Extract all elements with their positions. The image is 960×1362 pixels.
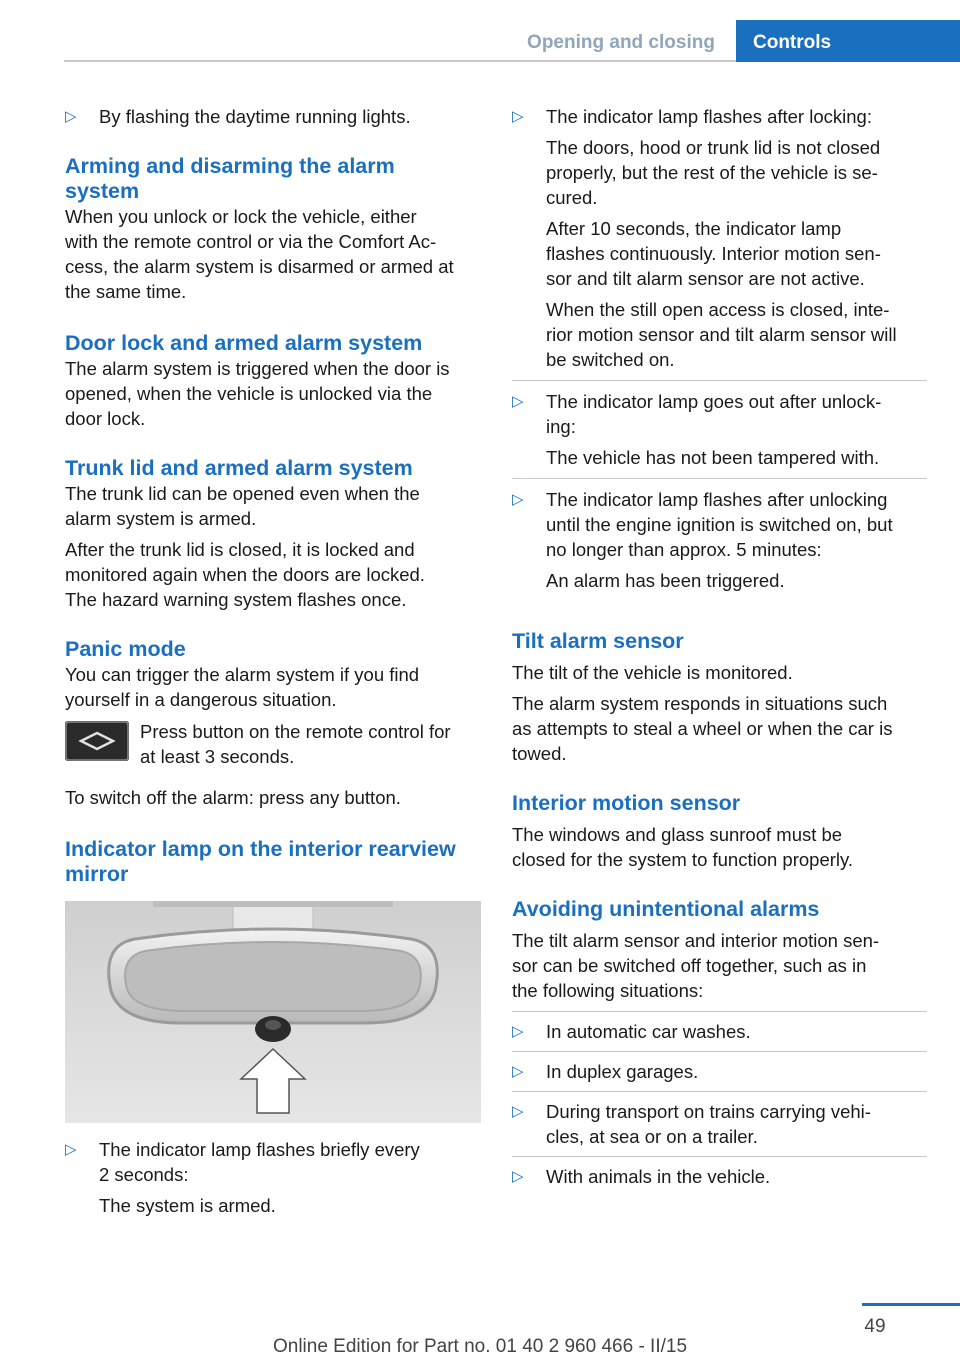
paragraph-trunk-1: The trunk lid can be opened even when the alarm system is armed. (65, 483, 420, 529)
triangle-right-icon: ▷ (65, 1141, 77, 1158)
page-number: 49 (864, 1316, 886, 1337)
heading-trunk-lid: Trunk lid and armed alarm system (65, 456, 413, 480)
list-item: ▷ In automatic car washes. (512, 1021, 751, 1042)
triangle-right-icon: ▷ (512, 393, 524, 410)
paragraph-arming: When you unlock or lock the vehicle, either with the remote control or via the Comfort Ac- cess, the alarm system is disarmed or armed at the same time. (65, 206, 454, 302)
triangle-right-icon: ▷ (512, 1103, 524, 1120)
triangle-right-icon: ▷ (512, 491, 524, 508)
bullet-subtext: The system is armed. (99, 1195, 276, 1216)
triangle-right-icon: ▷ (512, 1023, 524, 1040)
heading-arming: Arming and disarming the alarm system (65, 154, 395, 203)
bullet-subtext: When the still open access is closed, inte- rior motion sensor and tilt alarm sensor will be switched on. (546, 299, 897, 370)
rearview-mirror-image (65, 901, 481, 1123)
list-item: ▷ With animals in the vehicle. (512, 1166, 771, 1187)
paragraph-trunk-2: After the trunk lid is closed, it is locked and monitored again when the doors are locked. The hazard warning system flashes once. (65, 539, 425, 610)
bullet-item: ▷ The indicator lamp flashes briefly every 2 seconds: (65, 1139, 420, 1185)
paragraph-door-lock: The alarm system is triggered when the door is opened, when the vehicle is unlocked via the door lock. (65, 358, 450, 429)
heading-tilt-alarm: Tilt alarm sensor (512, 629, 684, 653)
triangle-right-icon: ▷ (512, 1063, 524, 1080)
left-column (65, 104, 481, 1218)
bullet-subtext: The doors, hood or trunk lid is not closed properly, but the rest of the vehicle is se- cured. (546, 137, 881, 208)
heading-interior-motion: Interior motion sensor (512, 791, 741, 815)
bullet-item: ▷ By flashing the daytime running lights. (65, 106, 411, 127)
list-item: ▷ During transport on trains carrying vehi- cles, at sea or on a trailer. (512, 1101, 871, 1147)
bullet-item: ▷ The indicator lamp goes out after unlock- ing: (512, 391, 882, 437)
paragraph-tilt-2: The alarm system responds in situations such as attempts to steal a wheel or when the car is towed. (512, 693, 893, 764)
paragraph-avoiding: The tilt alarm sensor and interior motion sen- sor can be switched off together, such as in the following situations: (512, 930, 880, 1001)
heading-indicator-lamp: Indicator lamp on the interior rearview mirror (65, 837, 456, 886)
list-item: ▷ In duplex garages. (512, 1061, 699, 1082)
section-tab[interactable]: Opening and closing (527, 32, 715, 53)
edition-footer: Online Edition for Part no. 01 40 2 960 466 - II/15 (272, 1336, 688, 1357)
bullet-item: ▷ The indicator lamp flashes after locking: (512, 106, 872, 127)
paragraph-interior-motion: The windows and glass sunroof must be closed for the system to function properly. (512, 824, 854, 870)
triangle-right-icon: ▷ (65, 108, 77, 125)
panic-instruction: Press button on the remote control for at least 3 seconds. (65, 719, 481, 769)
triangle-right-icon: ▷ (512, 108, 524, 125)
bullet-subtext: After 10 seconds, the indicator lamp flashes continuously. Interior motion sen- sor and tilt alarm sensor are not active. (546, 218, 881, 289)
heading-door-lock: Door lock and armed alarm system (65, 331, 423, 355)
paragraph-switch-off: To switch off the alarm: press any button. (65, 787, 401, 808)
footer-rule (862, 1303, 960, 1306)
heading-avoiding-alarms: Avoiding unintentional alarms (512, 897, 820, 921)
bullet-item: ▷ The indicator lamp flashes after unlocking until the engine ignition is switched on, but no longer than approx. 5 minutes: (512, 489, 893, 560)
bullet-subtext: The vehicle has not been tampered with. (546, 447, 880, 468)
heading-panic-mode: Panic mode (65, 637, 186, 661)
paragraph-panic: You can trigger the alarm system if you find yourself in a dangerous situation. (65, 664, 420, 710)
triangle-right-icon: ▷ (512, 1168, 524, 1185)
chapter-tab[interactable]: Controls (736, 20, 960, 62)
right-column (512, 104, 927, 1189)
bullet-subtext: An alarm has been triggered. (546, 570, 785, 591)
paragraph-tilt-1: The tilt of the vehicle is monitored. (512, 662, 793, 683)
panic-button-icon (65, 721, 129, 761)
